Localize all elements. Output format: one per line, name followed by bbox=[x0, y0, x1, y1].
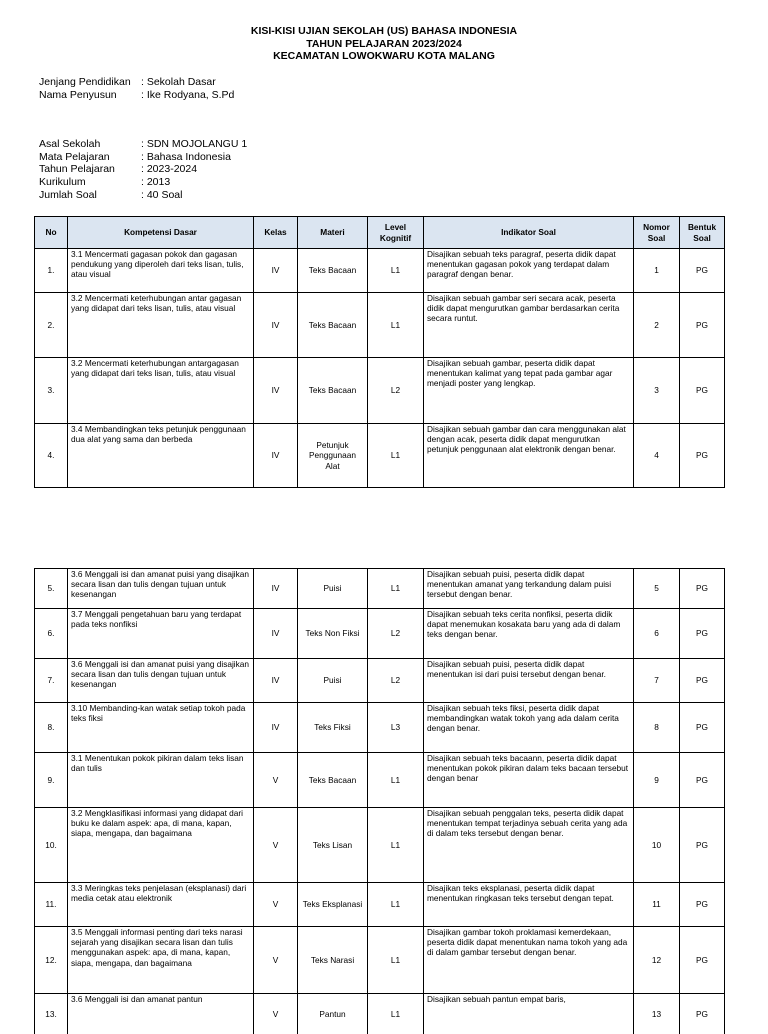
level-kognitif-cell: L1 bbox=[368, 293, 424, 358]
bentuk-soal-cell: PG bbox=[680, 249, 725, 293]
kompetensi-dasar-cell: 3.6 Menggali isi dan amanat pantun bbox=[68, 994, 254, 1034]
kelas-cell: IV bbox=[254, 293, 298, 358]
header-indikator-soal: Indikator Soal bbox=[424, 217, 634, 249]
kompetensi-dasar-cell: 3.1 Menentukan pokok pikiran dalam teks lisan dan tulis bbox=[68, 753, 254, 808]
indikator-soal-cell: Disajikan gambar tokoh proklamasi kemerdekaan, peserta didik dapat menentukan nama tokoh yang ada di dalam gambar tersebut dengan benar. bbox=[424, 927, 634, 994]
info-value: : 2013 bbox=[141, 176, 170, 189]
indikator-soal-cell: Disajikan teks eksplanasi, peserta didik dapat menentukan ringkasan teks tersebut dengan tepat. bbox=[424, 883, 634, 927]
materi-cell: Puisi bbox=[298, 569, 368, 609]
level-kognitif-cell: L1 bbox=[368, 883, 424, 927]
row-number: 5. bbox=[35, 569, 68, 609]
level-kognitif-cell: L3 bbox=[368, 703, 424, 753]
kompetensi-dasar-cell: 3.6 Menggali isi dan amanat puisi yang disajikan secara lisan dan tulis dengan tujuan untuk kesenangan bbox=[68, 569, 254, 609]
kompetensi-dasar-cell: 3.10 Membanding-kan watak setiap tokoh pada teks fiksi bbox=[68, 703, 254, 753]
info-value: : SDN MOJOLANGU 1 bbox=[141, 138, 247, 151]
bentuk-soal-cell: PG bbox=[680, 703, 725, 753]
nomor-soal-cell: 9 bbox=[634, 753, 680, 808]
row-number: 2. bbox=[35, 293, 68, 358]
kelas-cell: V bbox=[254, 927, 298, 994]
nomor-soal-cell: 11 bbox=[634, 883, 680, 927]
kelas-cell: V bbox=[254, 883, 298, 927]
bentuk-soal-cell: PG bbox=[680, 569, 725, 609]
level-kognitif-cell: L2 bbox=[368, 659, 424, 703]
level-kognitif-cell: L1 bbox=[368, 249, 424, 293]
materi-cell: Teks Narasi bbox=[298, 927, 368, 994]
header-bentuk-soal: Bentuk Soal bbox=[680, 217, 725, 249]
table-row bbox=[35, 753, 725, 808]
info-value: : 2023-2024 bbox=[141, 163, 197, 176]
row-number: 1. bbox=[35, 249, 68, 293]
indikator-soal-cell: Disajikan sebuah teks cerita nonfiksi, peserta didik dapat menemukan kosakata baru yang ada di dalam teks dengan benar. bbox=[424, 609, 634, 659]
title-line-1: KISI-KISI UJIAN SEKOLAH (US) BAHASA INDONESIA bbox=[250, 25, 518, 37]
kelas-cell: IV bbox=[254, 609, 298, 659]
table-row bbox=[35, 703, 725, 753]
nomor-soal-cell: 6 bbox=[634, 609, 680, 659]
info-block-bottom bbox=[39, 138, 247, 202]
kelas-cell: V bbox=[254, 808, 298, 883]
indikator-soal-cell: Disajikan sebuah gambar dan cara menggunakan alat dengan acak, peserta didik dapat mengurutkan petunjuk penggunaan alat elektronik dengan benar. bbox=[424, 424, 634, 488]
level-kognitif-cell: L1 bbox=[368, 994, 424, 1034]
info-label: Asal Sekolah bbox=[39, 138, 101, 150]
title-line-3: KECAMATAN LOWOKWARU KOTA MALANG bbox=[273, 50, 495, 62]
level-kognitif-cell: L1 bbox=[368, 808, 424, 883]
kompetensi-dasar-cell: 3.1 Mencermati gagasan pokok dan gagasan pendukung yang diperoleh dari teks lisan, tulis, atau visual bbox=[68, 249, 254, 293]
bentuk-soal-cell: PG bbox=[680, 424, 725, 488]
nomor-soal-cell: 2 bbox=[634, 293, 680, 358]
row-number: 3. bbox=[35, 358, 68, 424]
indikator-soal-cell: Disajikan sebuah pantun empat baris, bbox=[424, 994, 634, 1034]
kelas-cell: IV bbox=[254, 424, 298, 488]
kompetensi-dasar-cell: 3.2 Mengklasifikasi informasi yang didapat dari buku ke dalam aspek: apa, di mana, kapan, siapa, mengapa, dan bagaimana bbox=[68, 808, 254, 883]
kompetensi-dasar-cell: 3.3 Meringkas teks penjelasan (eksplanasi) dari media cetak atau elektronik bbox=[68, 883, 254, 927]
materi-cell: Teks Eksplanasi bbox=[298, 883, 368, 927]
row-number: 7. bbox=[35, 659, 68, 703]
info-row bbox=[39, 176, 247, 189]
bentuk-soal-cell: PG bbox=[680, 609, 725, 659]
row-number: 4. bbox=[35, 424, 68, 488]
indikator-soal-cell: Disajikan sebuah gambar seri secara acak, peserta didik dapat mengurutkan gambar berdasarkan cerita secara runtut. bbox=[424, 293, 634, 358]
indikator-soal-cell: Disajikan sebuah puisi, peserta didik dapat menentukan amanat yang terkandung dalam puisi tersebut dengan benar. bbox=[424, 569, 634, 609]
nomor-soal-cell: 5 bbox=[634, 569, 680, 609]
row-number: 9. bbox=[35, 753, 68, 808]
table-row bbox=[35, 659, 725, 703]
info-value: : Sekolah Dasar bbox=[141, 76, 216, 89]
table-row bbox=[35, 424, 725, 488]
bentuk-soal-cell: PG bbox=[680, 994, 725, 1034]
level-kognitif-cell: L1 bbox=[368, 753, 424, 808]
materi-cell: Teks Non Fiksi bbox=[298, 609, 368, 659]
table-row bbox=[35, 249, 725, 293]
materi-cell: Petunjuk Penggunaan Alat bbox=[298, 424, 368, 488]
document-title bbox=[0, 25, 768, 63]
header-no: No bbox=[35, 217, 68, 249]
info-row bbox=[39, 76, 234, 89]
materi-cell: Puisi bbox=[298, 659, 368, 703]
level-kognitif-cell: L2 bbox=[368, 358, 424, 424]
info-row bbox=[39, 138, 247, 151]
kelas-cell: V bbox=[254, 994, 298, 1034]
table-row bbox=[35, 293, 725, 358]
table-row bbox=[35, 994, 725, 1034]
table-header-row bbox=[35, 217, 725, 249]
header-kompetensi-dasar: Kompetensi Dasar bbox=[68, 217, 254, 249]
info-label: Kurikulum bbox=[39, 176, 86, 189]
header-kelas: Kelas bbox=[254, 217, 298, 249]
level-kognitif-cell: L1 bbox=[368, 569, 424, 609]
level-kognitif-cell: L1 bbox=[368, 927, 424, 994]
kisi-kisi-table-page-2 bbox=[34, 568, 725, 1034]
header-nomor-soal: Nomor Soal bbox=[634, 217, 680, 249]
table-row bbox=[35, 609, 725, 659]
kompetensi-dasar-cell: 3.2 Mencermati keterhubungan antar gagasan yang didapat dari teks lisan, tulis, atau visual bbox=[68, 293, 254, 358]
header-materi: Materi bbox=[298, 217, 368, 249]
kompetensi-dasar-cell: 3.4 Membandingkan teks petunjuk penggunaan dua alat yang sama dan berbeda bbox=[68, 424, 254, 488]
bentuk-soal-cell: PG bbox=[680, 927, 725, 994]
bentuk-soal-cell: PG bbox=[680, 659, 725, 703]
nomor-soal-cell: 8 bbox=[634, 703, 680, 753]
nomor-soal-cell: 4 bbox=[634, 424, 680, 488]
row-number: 10. bbox=[35, 808, 68, 883]
info-row bbox=[39, 151, 247, 164]
table-row bbox=[35, 358, 725, 424]
row-number: 11. bbox=[35, 883, 68, 927]
indikator-soal-cell: Disajikan sebuah teks paragraf, peserta didik dapat menentukan gagasan pokok yang terdapat dalam paragraf dengan benar. bbox=[424, 249, 634, 293]
table-row bbox=[35, 883, 725, 927]
info-row bbox=[39, 189, 247, 202]
bentuk-soal-cell: PG bbox=[680, 883, 725, 927]
kelas-cell: IV bbox=[254, 659, 298, 703]
info-row bbox=[39, 163, 247, 176]
nomor-soal-cell: 12 bbox=[634, 927, 680, 994]
bentuk-soal-cell: PG bbox=[680, 808, 725, 883]
nomor-soal-cell: 3 bbox=[634, 358, 680, 424]
materi-cell: Pantun bbox=[298, 994, 368, 1034]
info-label: Jenjang Pendidikan bbox=[39, 76, 131, 88]
bentuk-soal-cell: PG bbox=[680, 358, 725, 424]
materi-cell: Teks Bacaan bbox=[298, 358, 368, 424]
title-line-2: TAHUN PELAJARAN 2023/2024 bbox=[306, 37, 462, 50]
kompetensi-dasar-cell: 3.7 Menggali pengetahuan baru yang terdapat pada teks nonfiksi bbox=[68, 609, 254, 659]
indikator-soal-cell: Disajikan sebuah penggalan teks, peserta didik dapat menentukan tempat terjadinya sebuah cerita yang ada di dalam teks tersebut dengan benar. bbox=[424, 808, 634, 883]
info-label: Nama Penyusun bbox=[39, 88, 117, 101]
table-row bbox=[35, 808, 725, 883]
bentuk-soal-cell: PG bbox=[680, 293, 725, 358]
row-number: 6. bbox=[35, 609, 68, 659]
kompetensi-dasar-cell: 3.5 Menggali informasi penting dari teks narasi sejarah yang disajikan secara lisan dan tulis menggunakan aspek: apa, di mana, kapan, siapa, mengapa, dan bagaimana bbox=[68, 927, 254, 994]
indikator-soal-cell: Disajikan sebuah puisi, peserta didik dapat menentukan isi dari puisi tersebut dengan benar. bbox=[424, 659, 634, 703]
nomor-soal-cell: 10 bbox=[634, 808, 680, 883]
nomor-soal-cell: 13 bbox=[634, 994, 680, 1034]
info-value: : Ike Rodyana, S.Pd bbox=[141, 89, 234, 102]
materi-cell: Teks Bacaan bbox=[298, 249, 368, 293]
materi-cell: Teks Bacaan bbox=[298, 293, 368, 358]
materi-cell: Teks Lisan bbox=[298, 808, 368, 883]
kisi-kisi-table-page-1 bbox=[34, 216, 725, 488]
level-kognitif-cell: L2 bbox=[368, 609, 424, 659]
table-row bbox=[35, 569, 725, 609]
materi-cell: Teks Bacaan bbox=[298, 753, 368, 808]
kelas-cell: IV bbox=[254, 569, 298, 609]
kelas-cell: IV bbox=[254, 249, 298, 293]
info-value: : Bahasa Indonesia bbox=[141, 151, 231, 164]
table-row bbox=[35, 927, 725, 994]
indikator-soal-cell: Disajikan sebuah teks bacaann, peserta didik dapat menentukan pokok pikiran dalam teks bacaan tersebut dengan benar bbox=[424, 753, 634, 808]
row-number: 8. bbox=[35, 703, 68, 753]
row-number: 12. bbox=[35, 927, 68, 994]
info-label: Tahun Pelajaran bbox=[39, 163, 115, 176]
indikator-soal-cell: Disajikan sebuah gambar, peserta didik dapat menentukan kalimat yang tepat pada gambar agar menjadi poster yang lengkap. bbox=[424, 358, 634, 424]
info-label: Jumlah Soal bbox=[39, 188, 97, 201]
kompetensi-dasar-cell: 3.2 Mencermati keterhubungan antargagasan yang didapat dari teks lisan, tulis, atau visual bbox=[68, 358, 254, 424]
materi-cell: Teks Fiksi bbox=[298, 703, 368, 753]
info-label: Mata Pelajaran bbox=[39, 150, 110, 163]
nomor-soal-cell: 1 bbox=[634, 249, 680, 293]
header-level-kognitif: Level Kognitif bbox=[368, 217, 424, 249]
nomor-soal-cell: 7 bbox=[634, 659, 680, 703]
kelas-cell: V bbox=[254, 753, 298, 808]
row-number: 13. bbox=[35, 994, 68, 1034]
info-value: : 40 Soal bbox=[141, 189, 182, 202]
kompetensi-dasar-cell: 3.6 Menggali isi dan amanat puisi yang disajikan secara lisan dan tulis dengan tujuan untuk kesenangan bbox=[68, 659, 254, 703]
level-kognitif-cell: L1 bbox=[368, 424, 424, 488]
kelas-cell: IV bbox=[254, 703, 298, 753]
info-block-top bbox=[39, 76, 234, 101]
kelas-cell: IV bbox=[254, 358, 298, 424]
indikator-soal-cell: Disajikan sebuah teks fiksi, peserta didik dapat membandingkan watak tokoh yang ada dalam cerita dengan benar. bbox=[424, 703, 634, 753]
bentuk-soal-cell: PG bbox=[680, 753, 725, 808]
info-row bbox=[39, 89, 234, 102]
